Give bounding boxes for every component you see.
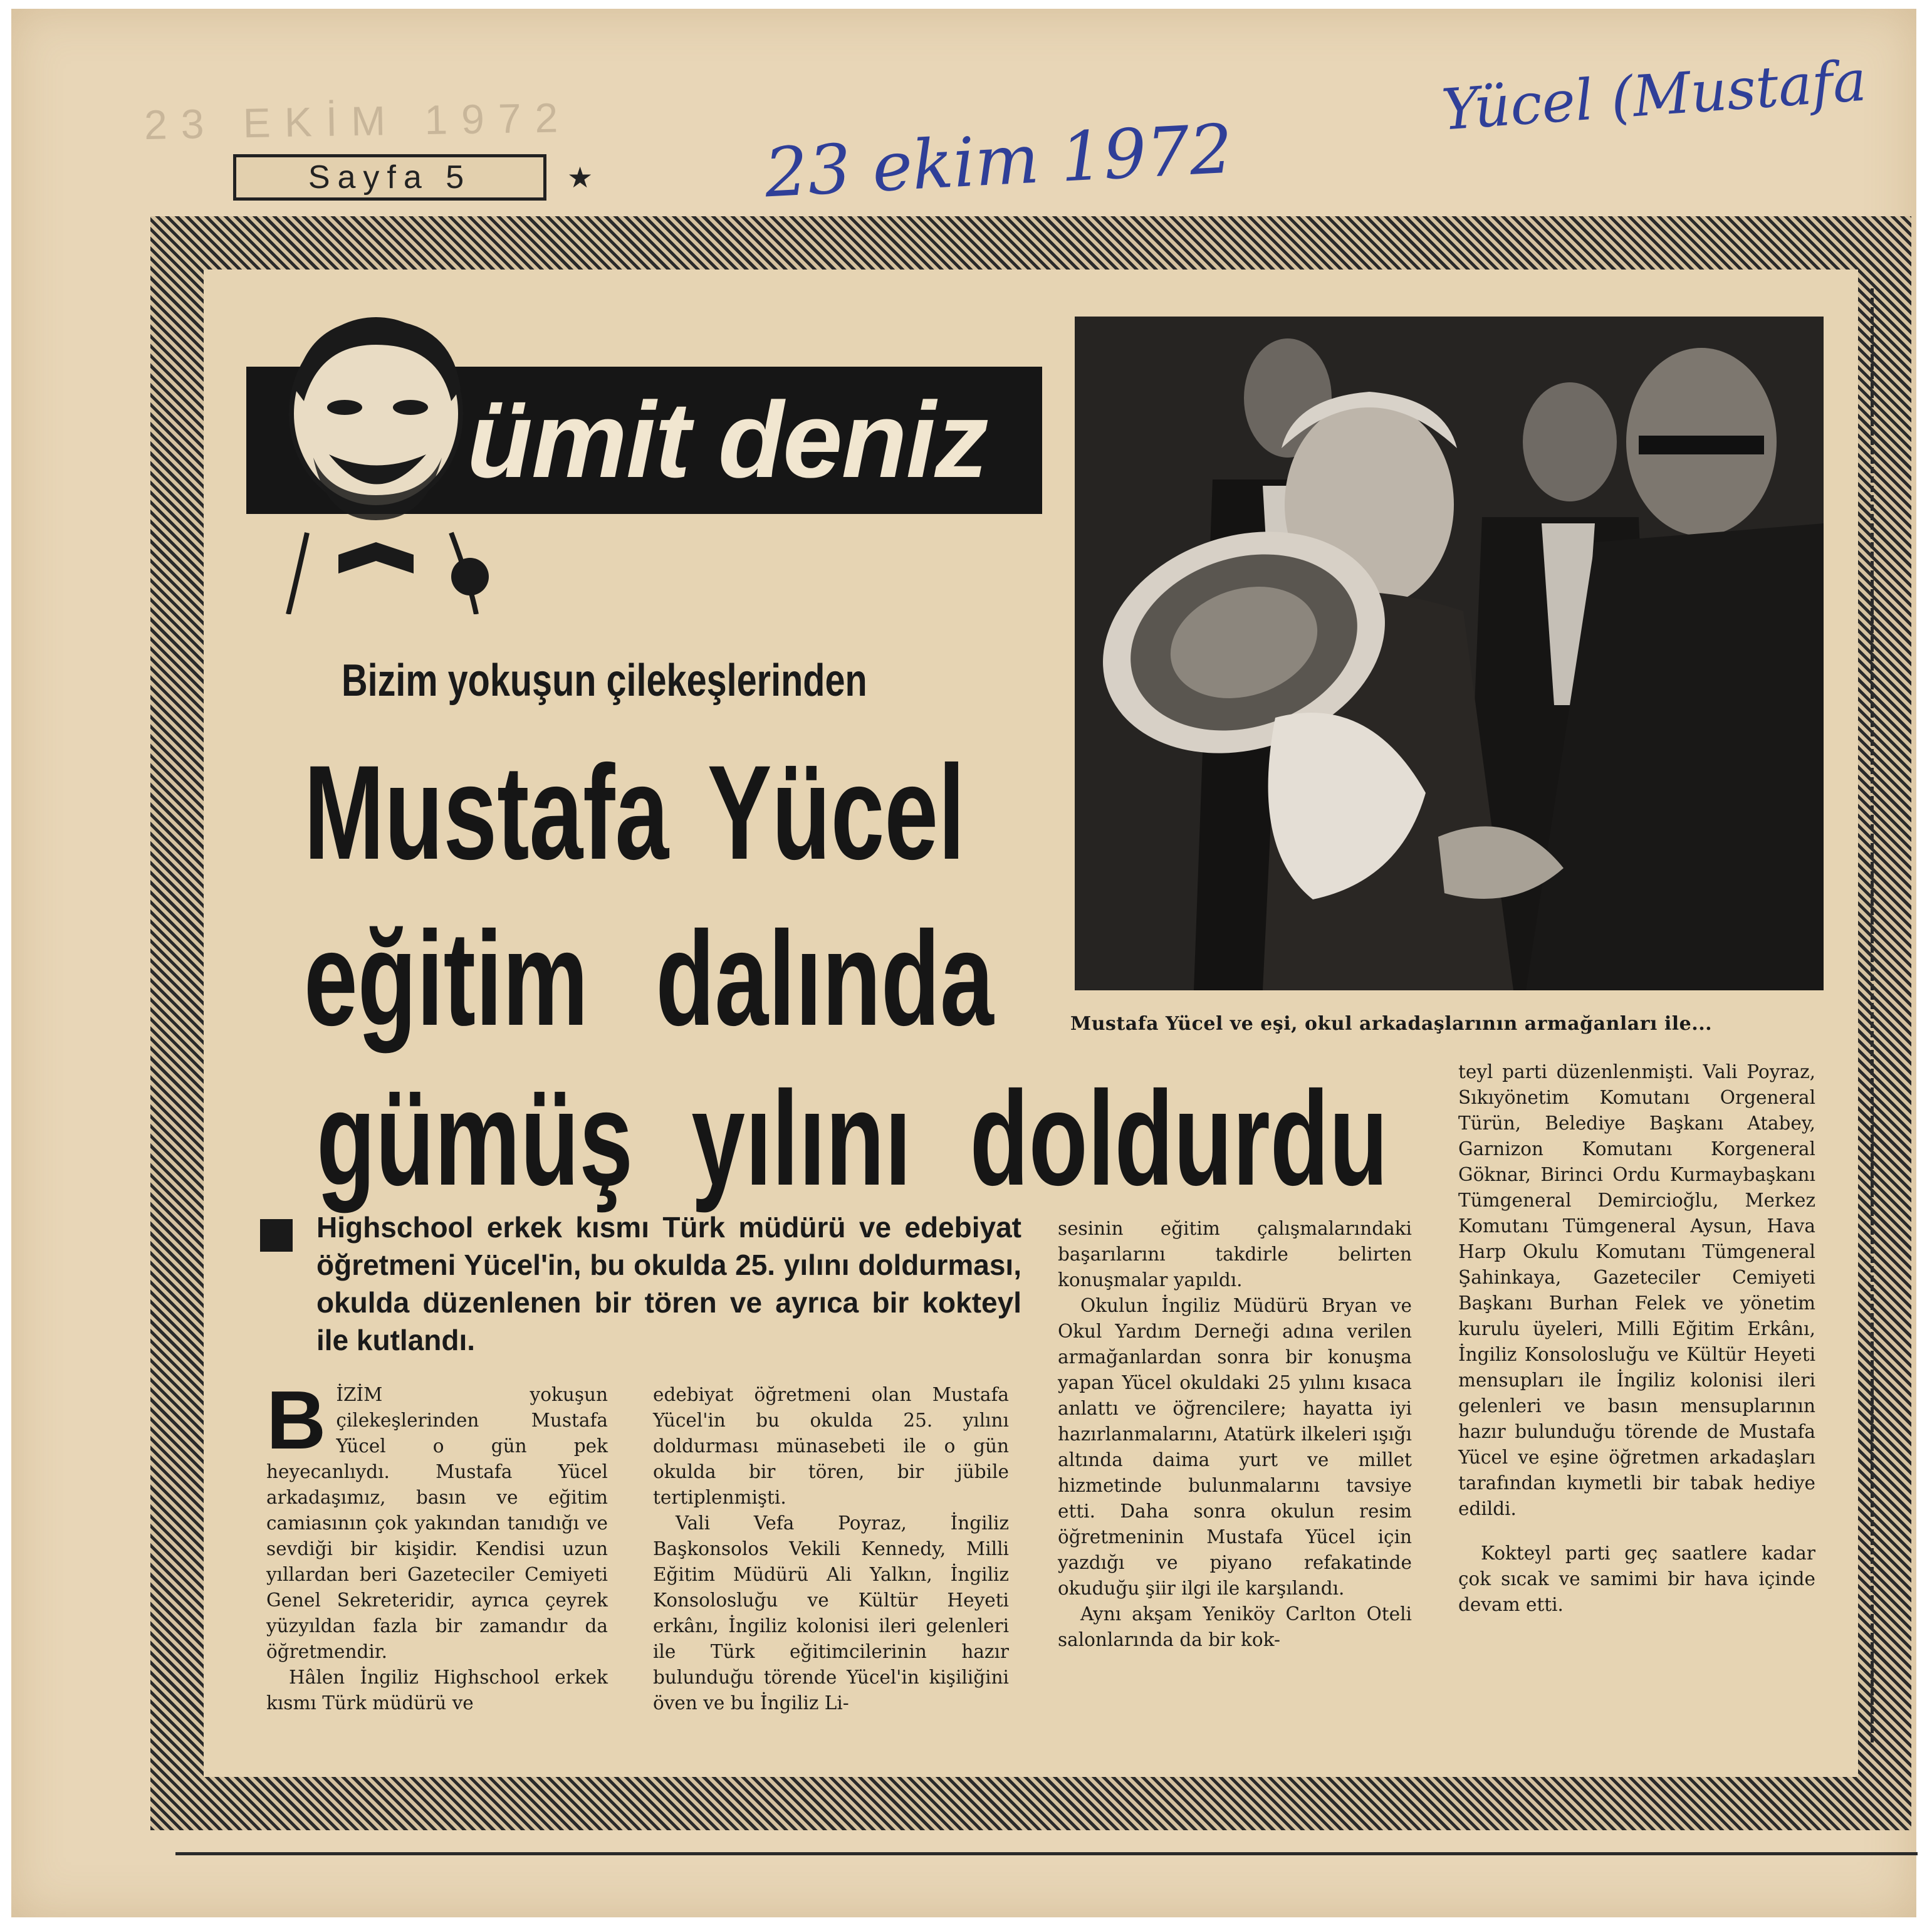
body-paragraph <box>266 1374 608 1665</box>
body-paragraph: edebiyat öğretmeni olan Mustafa Yücel'in bu okulda 25. yılını doldurması münasebeti ile o gün okulda bir tören, bir jübile tertiplenmişti. <box>653 1384 1009 1508</box>
bottom-rule <box>175 1852 1918 1855</box>
headline-line-3: gümüş yılını doldurdu <box>316 1064 1388 1213</box>
column-divider <box>1871 288 1874 1742</box>
body-paragraph: Okulun İngiliz Müdürü Bryan ve Okul Yardım Derneği adına verilen armağanlardan sonra bir konuşma yapan Yücel okuldaki 25 yılını kısaca anlattı ve öğrencilere; hayatta iyi hazırlanmalarını, Atatürk ilkeleri ışığı altında daima yurt ve millet hizmetinde bulunmalarını tavsiye etti. Daha sonra okulun resim öğretmeninin Mustafa Yücel için yazdığı ve piyano refakatinde okuduğu şiir ilgi ile karşılandı. <box>1058 1295 1412 1599</box>
body-column-4 <box>1458 1059 1815 1618</box>
columnist-portrait-icon <box>269 307 495 614</box>
body-paragraph: Aynı akşam Yeniköy Carlton Oteli salonlarında da bir kok- <box>1058 1603 1412 1650</box>
body-paragraph: Vali Vefa Poyraz, İngiliz Başkonsolos Vekili Kennedy, Milli Eğitim Müdürü Ali Yalkın, İngiliz Konsolosluğu ve Kültür Heyeti erkânı, İngiliz kolonisi ileri gelenleri ile Türk eğitimcilerinin hazır bulunduğu törende Yücel'in kişiliğini öven ve bu İngiliz Li- <box>653 1512 1009 1714</box>
handwritten-name: Yücel (Mustafa <box>1439 48 1869 144</box>
drop-cap: B <box>266 1374 326 1466</box>
page-label: Sayfa 5 <box>233 154 546 201</box>
body-column-2 <box>653 1382 1009 1716</box>
headline-line-2: eğitim dalında <box>304 904 994 1054</box>
headline-kicker: Bizim yokuşun çilekeşlerinden <box>342 656 867 706</box>
body-paragraph: Hâlen İngiliz Highschool erkek kısmı Türk müdürü ve <box>266 1667 608 1714</box>
body-paragraph: teyl parti düzenlenmişti. Vali Poyraz, Sıkıyönetim Komutanı Orgeneral Türün, Belediye Başkanı Atabey, Garnizon Komutanı Korgeneral Göknar, Birinci Ordu Kurmaybaşkanı Tümgeneral Demircioğlu, Merkez Komutanı Tümgeneral Aysun, Hava Harp Okulu Komutanı Tümgeneral Şahinkaya, Gazeteciler Cemiyeti Başkanı Burhan Felek ve yönetim kurulu üyeleri, Milli Eğitim Erkânı, İngiliz Konsolosluğu ve Kültür Heyeti mensupları ile İngiliz kolonisi ileri gelenleri ve basın mensuplarının hazır bulunduğu törende de Mustafa Yücel ve eşine öğretmen arkadaşları tarafından kıymetli bir tabak hediye edildi. <box>1458 1061 1815 1519</box>
star-icon: ★ <box>567 162 593 194</box>
headline-line-1: Mustafa Yücel <box>304 738 965 888</box>
column-name: ümit deniz <box>467 380 988 500</box>
lead-bullet-icon <box>260 1219 293 1252</box>
paragraph-text: İZİM yokuşun çilekeşlerinden Mustafa Yücel o gün pek heyecanlıydı. Mustafa Yücel arkadaşımız, basın ve eğitim camiasının çok yakından tanıdığı ve sevdiği bir kişidir. Kendisi uzun yıllardan beri Gazeteciler Cemiyeti Genel Sekreteridir, ayrıca çeyrek yüzyıldan fazla bir zamandır da öğretmendir. <box>266 1384 608 1662</box>
body-column-1 <box>266 1374 608 1716</box>
event-photo <box>1075 317 1824 990</box>
body-paragraph: sesinin eğitim çalışmalarındaki başarılarını takdirle belirten konuşmalar yapıldı. <box>1058 1218 1412 1291</box>
photo-caption: Mustafa Yücel ve eşi, okul arkadaşlarının armağanları ile... <box>1070 1013 1713 1035</box>
faded-date-stamp: 23 EKİM 1972 <box>144 94 572 148</box>
handwritten-date: 23 ekim 1972 <box>763 110 1235 213</box>
body-paragraph: Kokteyl parti geç saatlere kadar çok sıcak ve samimi bir hava içinde devam etti. <box>1458 1543 1815 1615</box>
lead-paragraph: Highschool erkek kısmı Türk müdürü ve edebiyat öğretmeni Yücel'in, bu okulda 25. yılını doldurması, okulda düzenlenen bir tören ve ayrıca bir kokteyl ile kutlandı. <box>316 1211 1021 1356</box>
body-column-3 <box>1058 1216 1412 1653</box>
